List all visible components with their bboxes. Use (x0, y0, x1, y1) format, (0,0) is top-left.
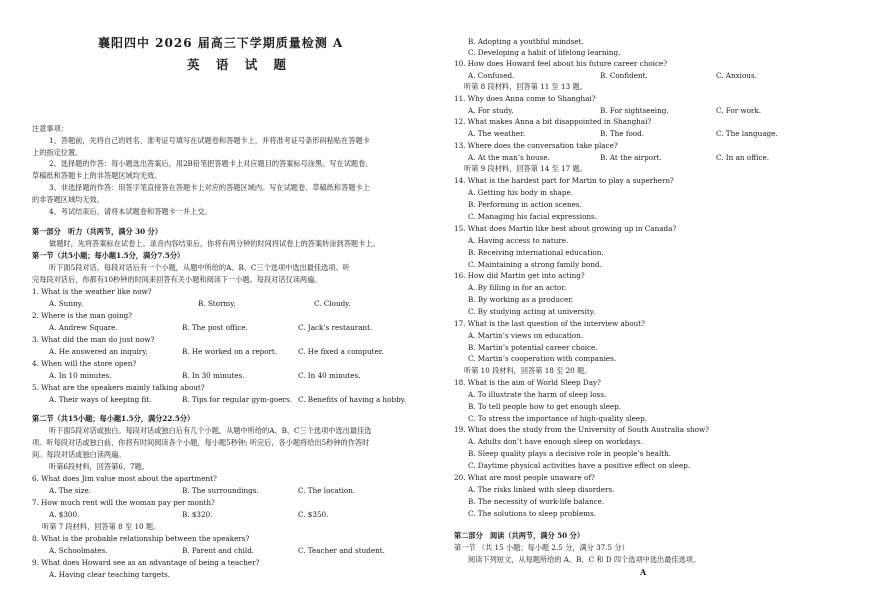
option: B. The post office. (182, 323, 248, 332)
question: 2. Where is the man going? (32, 311, 133, 320)
option: C. Daytime physical activities have a positive effect on sleep. (468, 461, 691, 470)
part1-intro: 做题时，先将答案标在试卷上。录音内容结束后，你将有两分钟的时间将试卷上的答案转涂到答题卡上。 (49, 239, 380, 248)
question: 5. What are the speakers mainly talking about? (32, 383, 205, 392)
option: B. Parent and child. (182, 546, 255, 555)
part2-intro: 阅读下列短文，从每题所给的 A、B、C 和 D 四个选项中选出最佳选项。 (468, 555, 701, 564)
option: B. The food. (600, 129, 645, 138)
option: A. At the man’s house. (468, 153, 550, 162)
material-note: 听第 8 段材料，回答第 11 至 13 题。 (464, 82, 587, 91)
notes-heading: 注意事项： (32, 124, 68, 133)
note-line: 草稿纸和答题卡上的非答题区域均无效。 (32, 171, 162, 180)
section2-heading: 第二节（共15小题；每小题1.5分，满分22.5分） (32, 414, 195, 423)
option: C. The solutions to sleep problems. (468, 509, 597, 518)
option: C. $350. (298, 510, 329, 519)
question: 19. What does the study from the University of South Australia show? (454, 425, 709, 434)
option: B. By working as a producer. (468, 295, 574, 304)
option: B. To tell people how to get enough sleep. (468, 402, 621, 411)
option: C. Developing a habit of lifelong learning. (468, 48, 621, 57)
question: 1. What is the weather like now? (32, 287, 152, 296)
question: 12. What makes Anna a bit disappointed in Shanghai? (454, 117, 652, 126)
option: C. To stress the importance of high-quality sleep. (468, 414, 648, 423)
question: 13. Where does the conversation take place? (454, 141, 618, 150)
option: C. In an office. (716, 153, 770, 162)
option: A. Confused. (468, 71, 515, 80)
option: A. Schoolmates. (49, 546, 108, 555)
option: C. Benefits of having a hobby. (298, 395, 407, 404)
option: C. He fixed a computer. (298, 347, 384, 356)
option: A. In 10 minutes. (49, 371, 112, 380)
option: C. Maintaining a strong family bond. (468, 260, 602, 269)
exam-subtitle: 英 语 试 题 (187, 57, 293, 72)
option: B. Confident. (600, 71, 648, 80)
exam-title: 襄阳四中 2026 届高三下学期质量检测 A (98, 36, 344, 50)
option: B. The necessity of work-life balance. (468, 497, 605, 506)
question: 11. Why does Anna come to Shanghai? (454, 94, 596, 103)
section1-heading: 第一节（共5小题；每小题1.5分，满分7.5分） (32, 251, 185, 260)
note-line: 3、非选择题的作答：用签字笔直接答在答题卡上对应的答题区域内。写在试题卷、草稿纸和答题卡上 (49, 183, 370, 192)
option: B. Sleep quality plays a decisive role in people’s health. (468, 449, 672, 458)
question: 16. How did Martin get into acting? (454, 271, 585, 280)
option: B. At the airport. (600, 153, 662, 162)
option: B. The surroundings. (182, 486, 259, 495)
option: B. Tips for regular gym-goers. (182, 395, 292, 404)
option: C. In 40 minutes. (298, 371, 361, 380)
question: 9. What does Howard see as an advantage of being a teacher? (32, 558, 260, 567)
option: A. Having clear teaching targets. (49, 570, 170, 579)
option: C. For work. (716, 106, 762, 115)
option: C. Teacher and student. (298, 546, 385, 555)
question: 14. What is the hardest part for Martin to play a superhero? (454, 176, 674, 185)
question: 15. What does Martin like best about growing up in Canada? (454, 224, 677, 233)
option: A. For study. (468, 106, 514, 115)
option: A. The risks linked with sleep disorders. (468, 485, 615, 494)
option: A. Their ways of keeping fit. (49, 395, 152, 404)
section1-intro: 听下面5段对话。每段对话后有一个小题，从题中所给的A、B、C三个选项中选出最佳选项。听 (49, 263, 350, 272)
option: C. Jack’s restaurant. (298, 323, 373, 332)
question: 6. What does Jim value most about the apartment? (32, 474, 217, 483)
option: C. Anxious. (716, 71, 757, 80)
option: C. Cloudy. (314, 299, 351, 308)
material-note: 听第 7 段材料，回答第 8 至 10 题。 (42, 522, 161, 531)
option: A. The size. (49, 486, 92, 495)
part2-heading: 第二部分 阅读（共两节，满分 50 分） (454, 531, 585, 540)
option: B. For sightseeing. (600, 106, 669, 115)
option: A. Getting his body in shape. (468, 188, 574, 197)
question: 3. What did the man do just now? (32, 335, 155, 344)
note-line: 的非答题区域均无效。 (32, 195, 104, 204)
option: A. Adults don’t have enough sleep on workdays. (468, 437, 644, 446)
option: A. To illustrate the harm of sleep loss. (468, 390, 607, 399)
option: A. $300. (49, 510, 80, 519)
option: A. Andrew Square. (49, 323, 118, 332)
option: B. Receiving international education. (468, 248, 604, 257)
section2-intro: 项。听每段对话或独白前，你将有时间阅读各个小题，每小题5秒钟; 听完后，各小题将给出5秒钟的作答时 (32, 438, 370, 447)
section2-intro: 间。每段对话或独白读两遍。 (32, 450, 126, 459)
passage-letter: A (640, 567, 647, 577)
question: 17. What is the last question of the interview about? (454, 319, 646, 328)
option: B. In 30 minutes. (182, 371, 245, 380)
question: 8. What is the probable relationship between the speakers? (32, 534, 250, 543)
option: C. The location. (298, 486, 356, 495)
option: B. He worked on a report. (182, 347, 278, 356)
question: 7. How much rent will the woman pay per month? (32, 498, 215, 507)
question: 10. How does Howard feel about his future career choice? (454, 59, 668, 68)
option: B. Performing in action scenes. (468, 200, 582, 209)
option: B. $320. (182, 510, 213, 519)
option: B. Adopting a youthful mindset. (468, 37, 584, 46)
option: C. Martin’s cooperation with companies. (468, 354, 617, 363)
question: 18. What is the aim of World Sleep Day? (454, 378, 601, 387)
material-note: 听第6段材料，回答第6、7题。 (49, 462, 149, 471)
option: A. Sunny. (49, 299, 83, 308)
option: C. By studying acting at university. (468, 307, 596, 316)
section1-intro: 完每段对话后，你都有10秒钟的时间来回答有关小题和阅读下一小题。每段对话仅读两遍。 (32, 275, 322, 284)
note-line: 上的指定位置。 (32, 148, 83, 157)
option: C. The language. (716, 129, 778, 138)
part2-section1-heading: 第一节 （共 15 小题；每小题 2.5 分，满分 37.5 分） (454, 543, 629, 552)
note-line: 4、考试结束后，请将本试题卷和答题卡一并上交。 (49, 207, 212, 216)
option: A. Having access to nature. (468, 236, 569, 245)
section2-intro: 听下面5段对话或独白。每段对话或独白后有几个小题，从题中所给的A、B、C三个选项中选出最佳选 (49, 426, 372, 435)
material-note: 听第 9 段材料，回答第 14 至 17 题。 (464, 164, 587, 173)
option: B. Stormy. (198, 299, 236, 308)
note-line: 2、选择题的作答：每小题选出答案后，用2B铅笔把答题卡上对应题目的答案标号涂黑。写在试题卷、 (49, 159, 373, 168)
option: A. He answered an inquiry. (49, 347, 148, 356)
option: C. Managing his facial expressions. (468, 212, 598, 221)
part1-heading: 第一部分 听力（共两节，满分 30 分） (32, 227, 163, 236)
question: 20. What are most people unaware of? (454, 473, 595, 482)
option: A. By filling in for an actor. (468, 283, 567, 292)
option: A. Martin’s views on education. (468, 331, 584, 340)
material-note: 听第 10 段材料，回答第 18 至 20 题。 (464, 366, 592, 375)
option: B. Martin’s potential career choice. (468, 343, 598, 352)
note-line: 1、答题前，先将自己的姓名、准考证号填写在试题卷和答题卡上，并将准考证号条形码粘贴在答题卡 (49, 136, 370, 145)
option: A. The weather. (468, 129, 526, 138)
question: 4. When will the store open? (32, 359, 137, 368)
